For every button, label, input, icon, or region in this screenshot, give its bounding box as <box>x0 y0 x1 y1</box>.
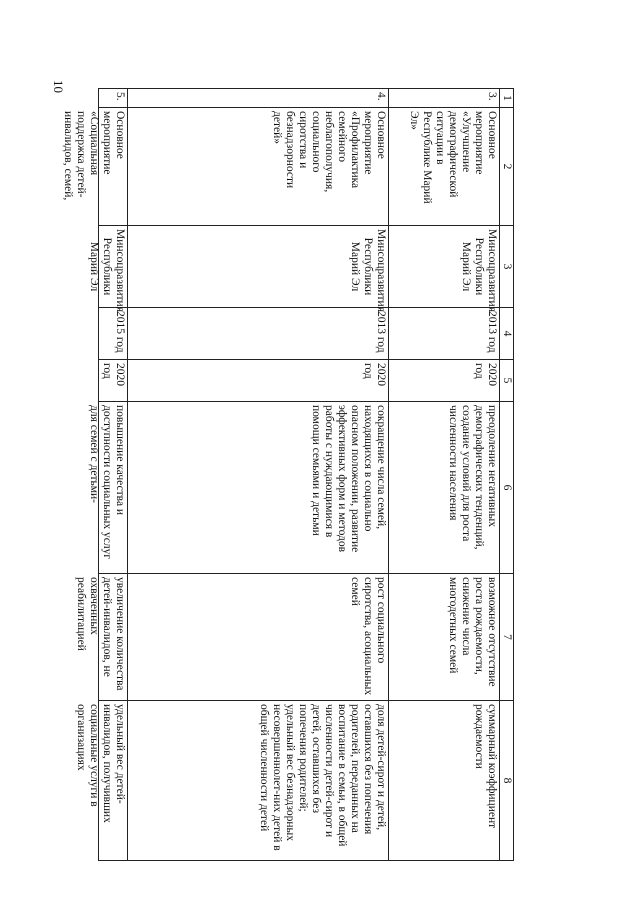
header-col-8: 8 <box>500 701 514 861</box>
consequences: увеличение количества детей-инвалидов, не охваченных реабилитацией <box>99 574 128 701</box>
expected-result: сокращение числа семей, находящихся в социально опасном положении, развитие эффективных форм и методов работы с нуждающимися в помощи семьями и детьми <box>128 402 389 574</box>
end-year: 2020 год <box>99 360 128 402</box>
program-measures-table <box>62 88 514 861</box>
row-number: 5. <box>99 89 128 108</box>
start-year: 2013 год <box>128 308 389 360</box>
start-year: 2013 год <box>389 308 500 360</box>
header-col-5: 5 <box>500 360 514 402</box>
table-row <box>389 89 500 861</box>
table-row <box>128 89 389 861</box>
page-number: 10 <box>51 80 66 93</box>
expected-result: повышение качества и доступности социальных услуг для семей с детьми- <box>99 402 128 574</box>
header-col-7: 7 <box>500 574 514 701</box>
row-number: 4. <box>128 89 389 108</box>
executor: Минсоцразвития Республики Марий Эл <box>389 226 500 308</box>
row-number: 3. <box>389 89 500 108</box>
indicator: суммарный коэффициент рождаемости <box>389 701 500 861</box>
header-col-6: 6 <box>500 402 514 574</box>
end-year: 2020 год <box>128 360 389 402</box>
header-col-4: 4 <box>500 308 514 360</box>
measure-name: Основное мероприятие «Социальная поддержка детей-инвалидов, семей, <box>99 108 128 226</box>
start-year: 2015 год <box>99 308 128 360</box>
measure-name: Основное мероприятие «Профилактика семейного неблагополучия, социального сиротства и безнадзорности детей» <box>128 108 389 226</box>
executor: Минсоцразвития Республики Марий Эл <box>99 226 128 308</box>
end-year: 2020 год <box>389 360 500 402</box>
executor: Минсоцразвития Республики Марий Эл <box>128 226 389 308</box>
header-col-1: 1 <box>500 89 514 108</box>
header-col-2: 2 <box>500 108 514 226</box>
rotated-table-container <box>62 88 514 860</box>
expected-result: преодоление негативных демографических тенденций, создание условий для роста численности населения <box>389 402 500 574</box>
consequences: возможное отсутствие роста рождаемости, снижение числа многодетных семей <box>389 574 500 701</box>
table-header-row <box>500 89 514 861</box>
consequences: рост социального сиротства, асоциальных семей <box>128 574 389 701</box>
indicator: удельный вес детей-инвалидов, получивших социальные услуги в организациях <box>99 701 128 861</box>
table-row <box>99 89 128 861</box>
indicator: доля детей-сирот и детей, оставшихся без попечения родителей, переданных на воспитание в семьи, в общей численности детей-сирот и детей, оставшихся без попечения родителей; удельный вес безнадзорных несовершеннолет-них детей в общей численности детей <box>128 701 389 861</box>
header-col-3: 3 <box>500 226 514 308</box>
measure-name: Основное мероприятие «Улучшение демографической ситуации в Республике Марий Эл» <box>389 108 500 226</box>
